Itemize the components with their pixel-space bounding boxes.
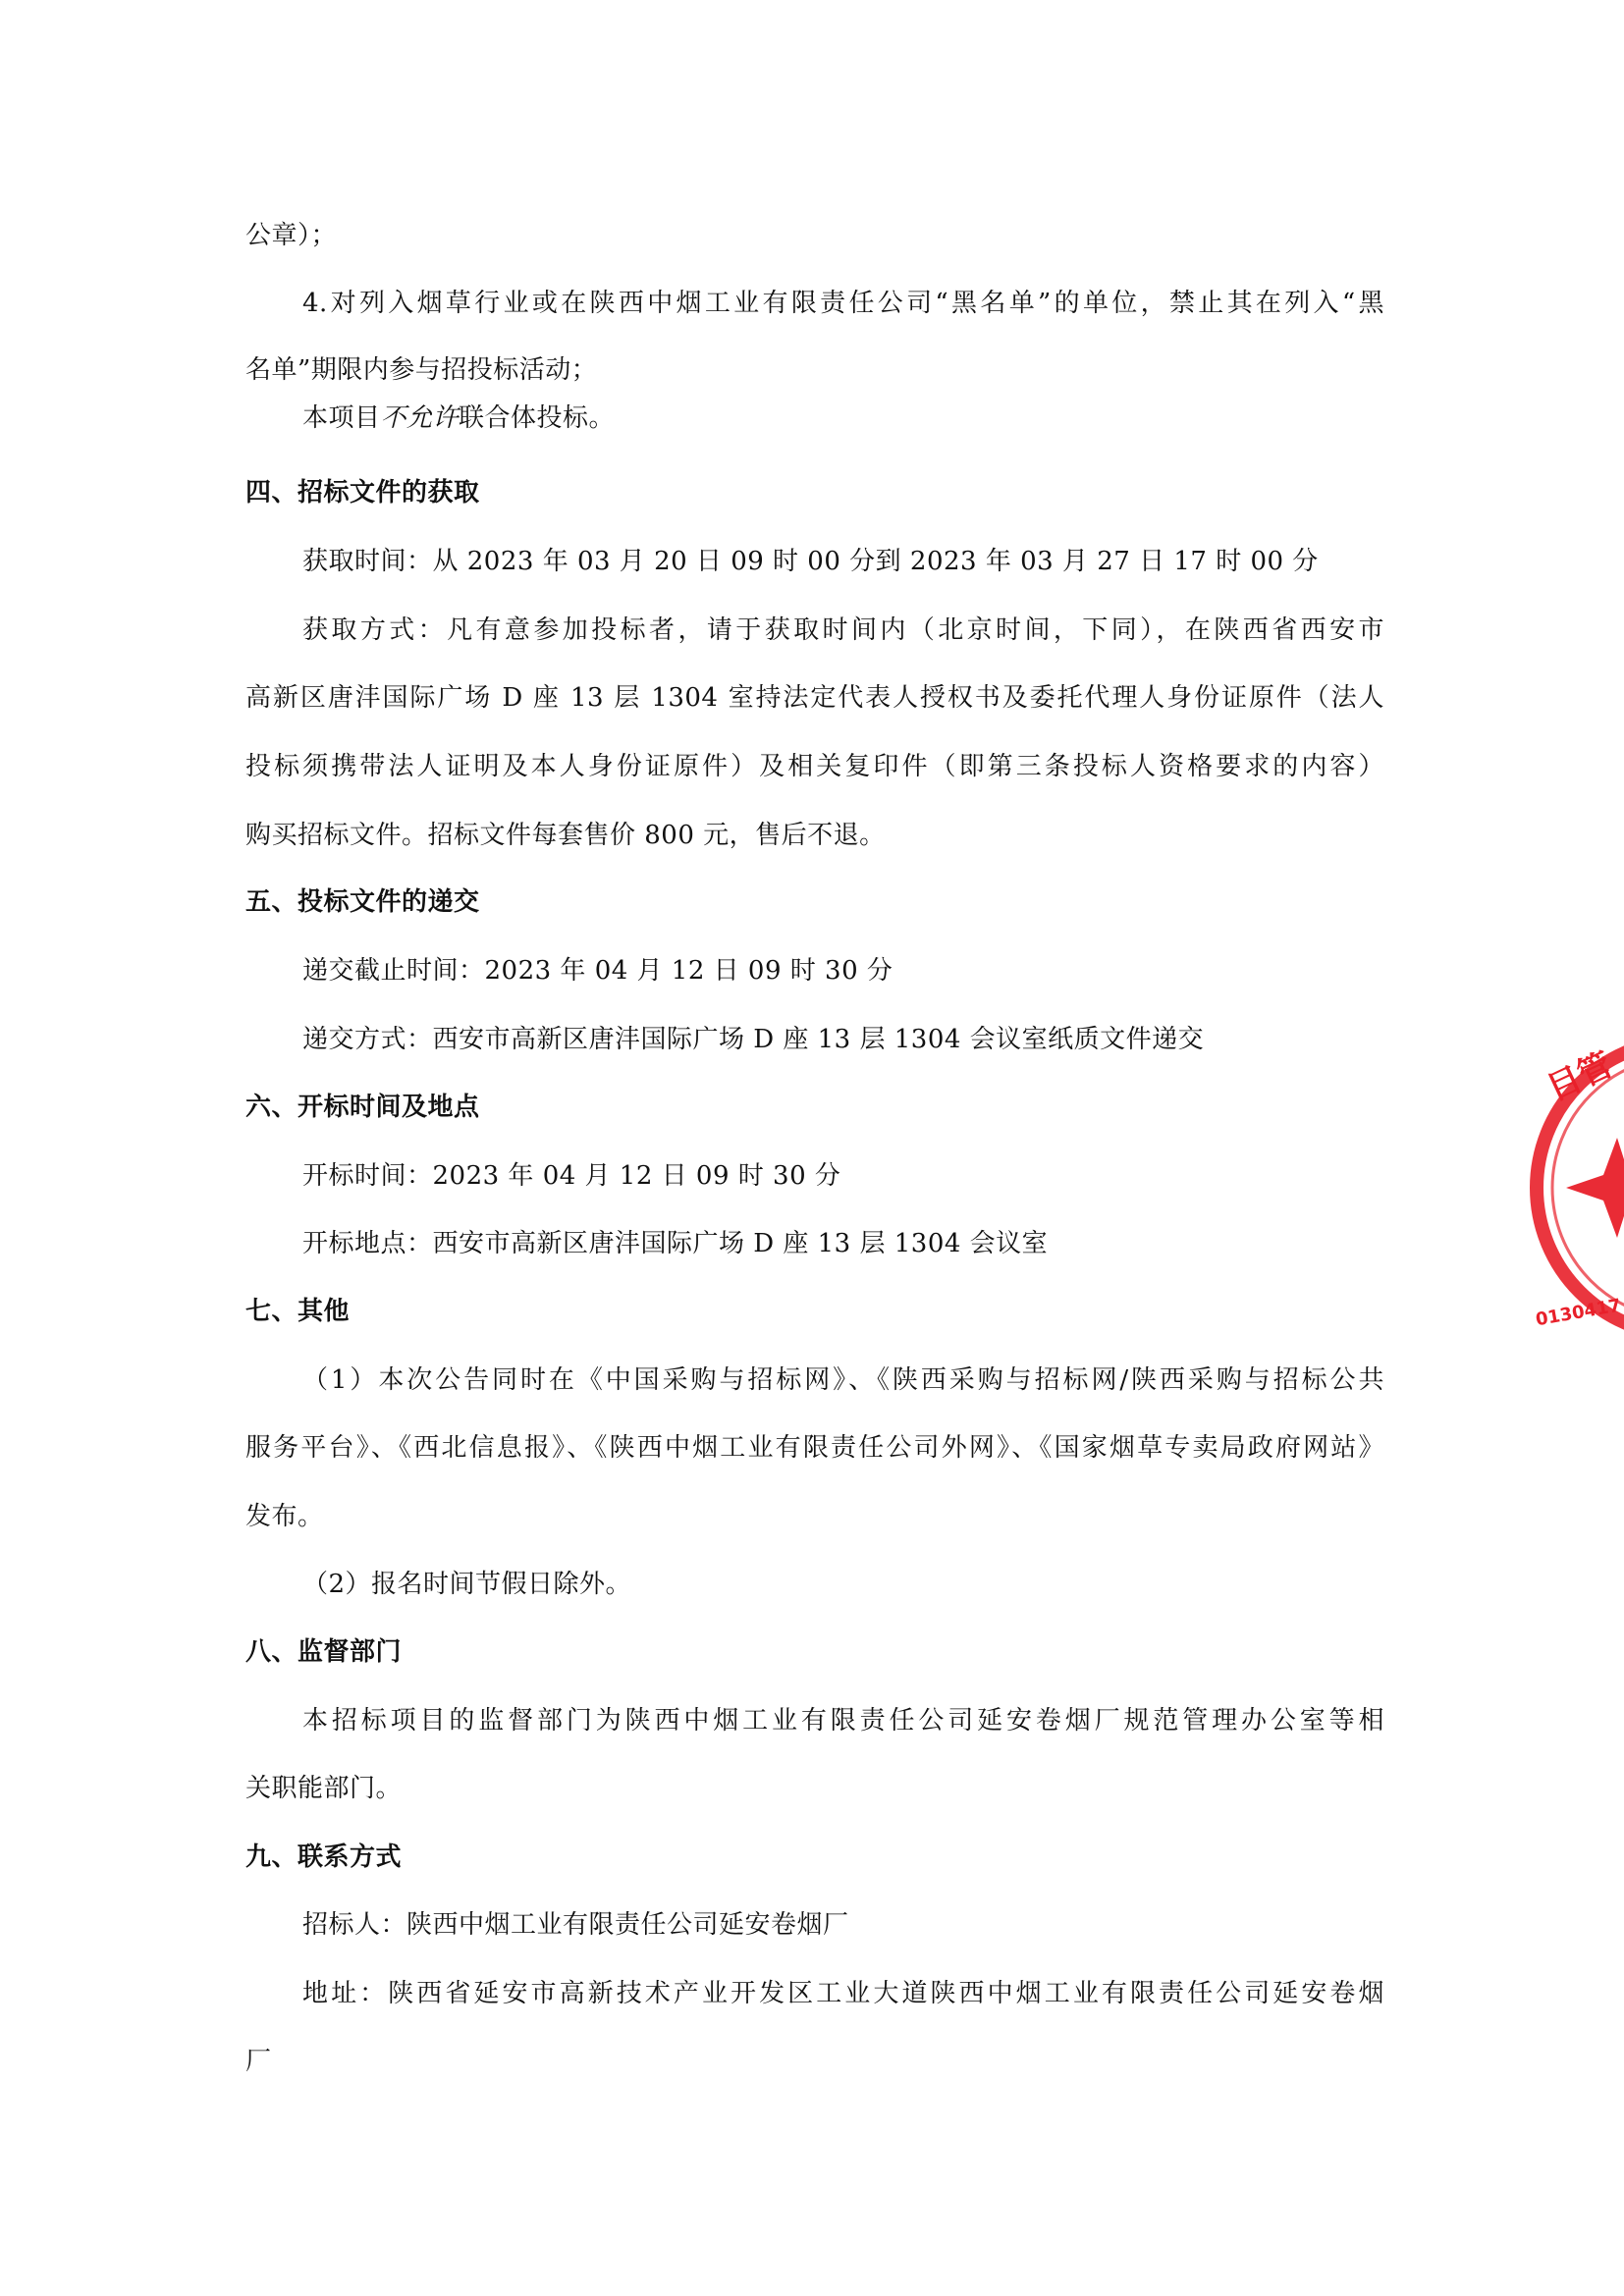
text-line: （1）本次公告同时在《中国采购与招标网》、《陕西采购与招标网/陕西采购与招标公共 [302, 1365, 1384, 1395]
section-heading: 五、投标文件的递交 [245, 887, 480, 917]
text-line: 招标人：陕西中烟工业有限责任公司延安卷烟厂 [302, 1910, 849, 1940]
text-line: 开标地点：西安市高新区唐沣国际广场 D 座 13 层 1304 会议室 [302, 1229, 1049, 1258]
text-line: 递交截止时间：2023 年 04 月 12 日 09 时 30 分 [302, 956, 893, 986]
text-line: 递交方式：西安市高新区唐沣国际广场 D 座 13 层 1304 会议室纸质文件递交 [302, 1025, 1205, 1054]
section-heading: 四、招标文件的获取 [245, 478, 480, 507]
seal-graphic [1527, 1026, 1624, 1350]
company-seal [1527, 1026, 1624, 1350]
text-line: 获取时间：从 2023 年 03 月 20 日 09 时 00 分到 2023 年 03 月 27 日 17 时 00 分 [302, 547, 1319, 576]
text-line: 关职能部门。 [245, 1774, 403, 1803]
text-line: （2）报名时间节假日除外。 [302, 1570, 632, 1599]
text-line: 开标时间：2023 年 04 月 12 日 09 时 30 分 [302, 1161, 841, 1191]
emphasis-span: 不允许 [380, 403, 460, 433]
text-line: 厂 [245, 2047, 272, 2076]
seal-text-top: 目管 [1541, 1044, 1619, 1109]
text-line: 投标须携带法人证明及本人身份证原件）及相关复印件（即第三条投标人资格要求的内容） [245, 752, 1384, 781]
seal-text-bottom: 0130417 [1534, 1295, 1623, 1331]
text-line: 4.对列入烟草行业或在陕西中烟工业有限责任公司“黑名单”的单位，禁止其在列入“黑 [302, 289, 1384, 318]
text-line: 公章）； [245, 221, 338, 250]
text-line [302, 400, 1384, 436]
section-heading: 九、联系方式 [245, 1842, 403, 1872]
text-line: 名单”期限内参与招投标活动； [245, 355, 598, 385]
text-line: 获取方式：凡有意参加投标者，请于获取时间内（北京时间，下同），在陕西省西安市 [302, 615, 1384, 645]
section-heading: 六、开标时间及地点 [245, 1093, 480, 1122]
text-line: 购买招标文件。招标文件每套售价 800 元，售后不退。 [245, 821, 886, 850]
text-line: 服务平台》、《西北信息报》、《陕西中烟工业有限责任公司外网》、《国家烟草专卖局政府网站》 [245, 1433, 1384, 1463]
text-line: 地址：陕西省延安市高新技术产业开发区工业大道陕西中烟工业有限责任公司延安卷烟 [302, 1979, 1384, 2008]
text-span: 联合体投标。 [459, 403, 616, 433]
text-span: 本项目 [302, 403, 381, 433]
text-line: 高新区唐沣国际广场 D 座 13 层 1304 室持法定代表人授权书及委托代理人身份证原件（法人 [245, 683, 1384, 713]
section-heading: 七、其他 [245, 1297, 351, 1326]
text-line: 发布。 [245, 1502, 324, 1531]
text-line: 本招标项目的监督部门为陕西中烟工业有限责任公司延安卷烟厂规范管理办公室等相 [302, 1706, 1384, 1735]
section-heading: 八、监督部门 [245, 1637, 403, 1667]
seal-star-icon [1566, 1138, 1624, 1238]
